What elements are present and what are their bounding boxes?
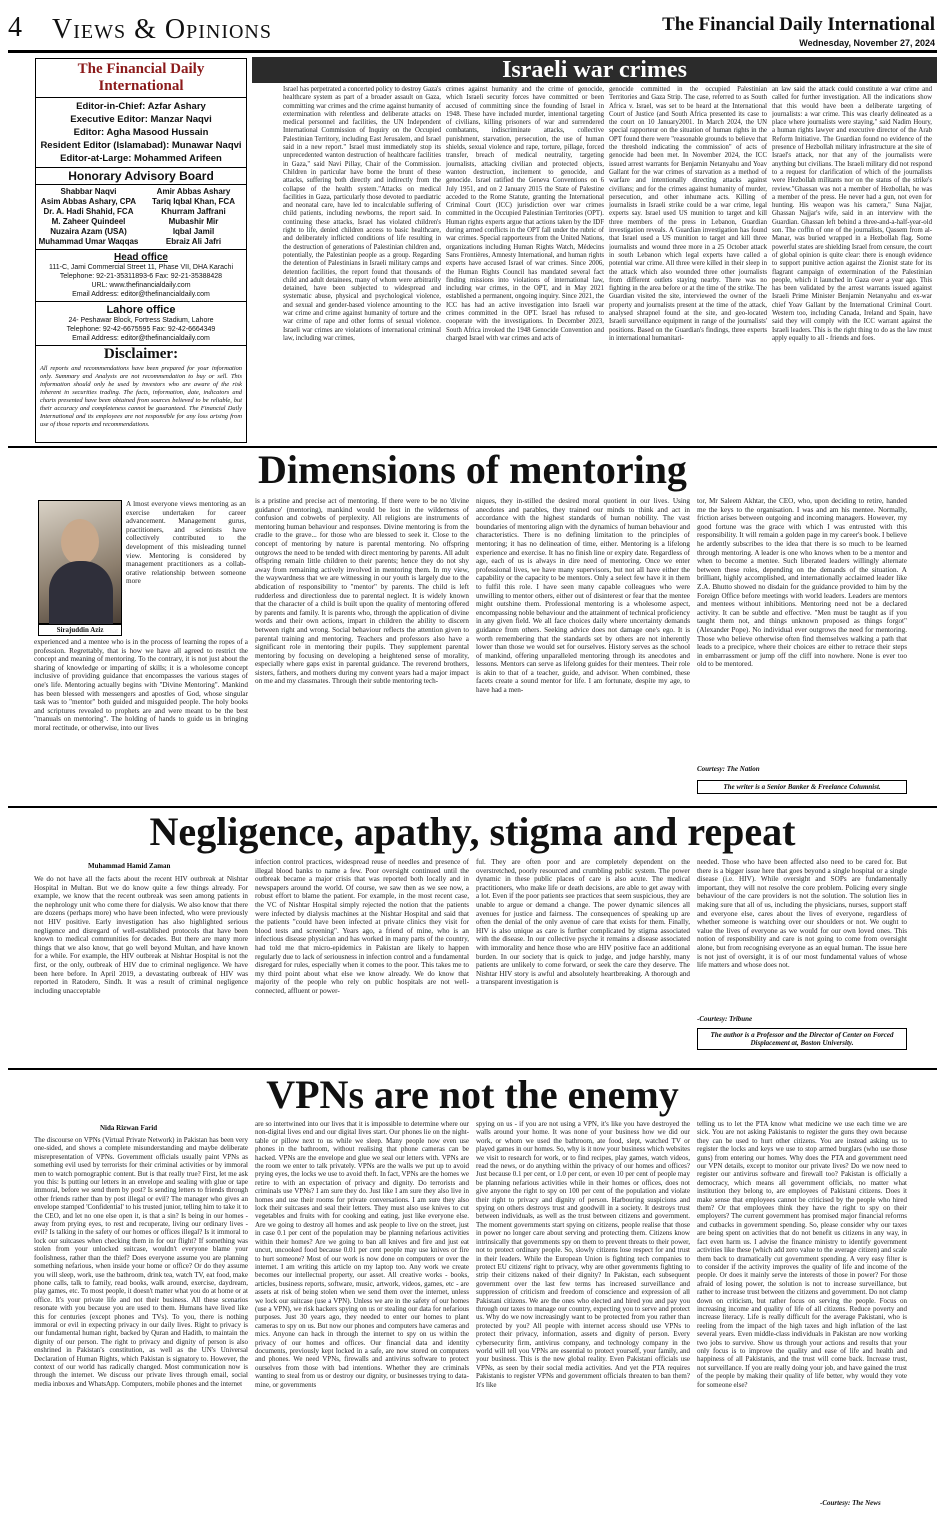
- board-member: Ebraiz Ali Jafri: [165, 237, 222, 246]
- info-box: [35, 58, 247, 443]
- infobox-title: The Financial Daily International: [77, 61, 205, 94]
- head-office-line: Telephone: 92-21-35311893-6 Fax: 92-21-35388428: [59, 273, 223, 280]
- lahore-office-line: Telephone: 92-42-6675595 Fax: 92-42-6664349: [66, 326, 216, 333]
- negligence-column-3: ful. They are often poor and are completely dependent on the overstretched, poorly resourced and crumbling public system. The power dynamic in these public places of care is also acute. The medical practitioners, who make life or death decisions, are able to get away with a lot. Even if the poor patients see practices that seem suspicious, they are unable to argue or demand a change. The power dynamic silences all avenues for justice and fairness. The consequences of speaking up are often the denial of the only avenue of care that exists for them. Finally, HIV is also unique as care is further complicated by stigma associated with the disease. In our collective psyche it remains a disease associated with immorality and hence those who are HIV positive face an additional burden. In our society that is quick to judge, and judge harshly, many patients are unlikely to come forward, or seek the care they deserve. The Nishtar HIV story is awful and absolutely heartbreaking. A thorough and a transparent investigation is: [476, 858, 690, 987]
- negligence-column-2: infection control practices, widespread reuse of needles and presence of illegal blood banks to name a few. Poor oversight continued until the outbreak became a major crisis that was reported both locally and in newspapers around the world. Of course, we saw then as we see now, a robust effort to blame the patient. For example, in the most recent case, the VC of Nishtar Hospital simply rejected the notion that the patients were infected by dialysis machines at the Nishtar Hospital and said that the patients "could have been infected at private clinics they visit for blood tests and screening". Years ago, a friend of mine, who is an infectious disease physician and has worked in many parts of the country, had told me that micro-epidemics in Pakistan are likely to happen regularly due to lack of seriousness in infection control and a fundamental disregard for rules, especially when it comes to the poor. This takes me to my third point about what else we know already. We do know that majority of the people who rely on public hospitals are not well-connected, affluent or power-: [255, 858, 469, 995]
- vpns-column-1: The discourse on VPNs (Virtual Private Network) in Pakistan has been very one-sided, and shows a complete misunderstanding and maybe deliberate misrepresentation of VPNs. Government officials usually paint VPNs as something evil used by terrorists for their criminal activities or by immoral men to watch pornographic content. But is that really true? First, let me ask you this: Is putting our letters in an envelope and sealing with glue or tape immoral, before we send them by post? Is sending letters to friends through other friends rather than by post illegal or evil? The manager who gives an envelope stamped 'Confidential' to his trusted junior, telling him to take it to the CEO, and let no one else open it, is that a sin? Is being in our homes - away from prying eyes, to rest and recuperate, living our ordinary lives - evil? Is talking in the safety of our homes or offices illegal? Is it immoral to lock our suitcases when checking them in for our flight? If something was stolen from your unlocked suitcase, wouldn't everyone blame your foolishness, rather than the thief? Does everyone assume you are planning something nefarious, when inside your home or office? Or do they assume you will sleep, work, use the bathroom, drink tea, watch TV, eat food, make phone calls, talk to family, read books, walk around, exercise, daydream, play games, etc. To most people, it doesn't matter what you do at home or at office. It's your private life and not their business. All these scenarios resonate with you because you are used to them. Humans have lived like this for centuries (except phones and TVs). To you, there is nothing immoral or evil in expecting privacy in our daily lives. Right to privacy is our fundamental human right, backed by Quran and Hadith, to maintain the dignity of our person. The right to privacy and dignity of person is also enshrined in Pakistan's constitution, as well as the UN's Universal Declaration of Human Rights, which Pakistan is signatory to. However, the context of our world has radically changed. Most communication now is through the internet. We discuss our private lives through email, social media inboxes and WhatsApp. Computers, mobile phones and the internet: [34, 1136, 248, 1388]
- editor-line: Executive Editor: Manzar Naqvi: [70, 114, 212, 125]
- head-office-title: Head office: [114, 252, 168, 263]
- editor-line: Resident Editor (Islamabad): Munawar Naqvi: [40, 140, 242, 151]
- mentoring-bio: The writer is a Senior Banker & Freelance Columnist.: [697, 780, 907, 794]
- issue-date: Wednesday, November 27, 2024: [799, 38, 935, 48]
- lahore-office-title: Lahore office: [106, 304, 176, 316]
- mentoring-column-2: is a pristine and precise act of mentoring. If there were to be no 'divine guidance' (mentoring), mankind would be lost in the wilderness of confusion and cobwebs of perplexity. All religions are instruments of mentoring human behaviour and responses. Divine mentoring is from the cradle to the grave... for those who are blessed to seek it. Close to the concept of mentoring by nature is parental mentoring. No offspring outgrows the need to be tended with direct mentoring by parents. All adult offspring remain little children to their parents; hence they do not shy away from remaining actively involved in mentoring them. In my view, the waywardness that we are witnessing in our youth is largely due to the abdication of responsibility to "mentor" by parents. The child is left rudderless and directionless due to parental neglect. It is widely known that the character of a child is built upon the quality of mentoring offered by parents and family. It is parents who, through the application of divine words and their own actions, impart in children the ability to discern between right and wrong. Social behaviour reflects the attention given to parental training and mentoring. Teachers and professors also have a significant role in mentoring their pupils. They supplement parental mentoring by focusing on developing a heightened sense of morality, especially where gaps exist in parental guidance. The reverend brothers, sisters, fathers, and mothers during my convent years had a major impact on me and my classmates. Through their subtle mentoring tech-: [255, 497, 469, 686]
- vpns-column-4: telling us to let the PTA know what medicine we use each time we are sick. You are not asking Pakistanis to register the guns they own because they can be used to hurt other citizens. You are instead asking us to register the locks and keys we use to stop armed burglars (who use those guns) from entering our homes. Why does the PTA and government need our VPN details, except to monitor our private lives? Do we now need to register our antivirus software and firewall too? Pakistan is officially a democracy, which means all government officials, no matter what institution they belong to, are employees of Pakistani citizens. Does it make sense that employees cannot be criticised by the people who hired them? Or that employees think they have the right to spy on their employers? The current government has promised major financial reforms and cutbacks in government spending. So, please consider why our taxes are being spent on activities that do not benefit us citizens in any way, in fact even harm us. I advise the finance ministry to identify government activities like these (which add zero value to the average citizen) and scale them back to dramatically cut government spending. A very easy filter is to consider if the activity improves the quality of life and income of the people. Or does it mainly serve the interests of those in power? For those afraid of losing power, the solution is not to increase surveillance, but rather to increase trust between the citizens and government. Do not clamp down on criticism, but rather focus on serving the people. Focus on increasing income and quality of life of all citizens. Reduce poverty and increase literacy. Life is really difficult for the average Pakistani, who is reeling from the impact of the high taxes and high inflation of the last several years. Even middle-class individuals in Pakistan are now working two jobs to survive. Show us through your actions and results that your only focus is to improve the quality and ease of life and health and happiness of all Pakistanis, and the trust will come back. Increase trust, not surveillance. If you are really doing your job, and have gained the trust of the people by making their quality of life better, why would they vote for someone else?: [697, 1120, 907, 1389]
- mentoring-column-3: niques, they in-stilled the desired moral quotient in our lives. Using anecdotes and parables, they trained our minds to think and act in accordance with the highest standards of human nobility. The vast boundaries of mentoring align with the dynamics of human behaviour and characteristics. There is no defining limitation to the principles of mentoring; it has no delineation of time, either. Mentoring is a lifelong experience and exercise. It has no finish line or expiry date. Regardless of age, each of us is always in dire need of mentoring. Once we enter professional lives, we have many supervisors, but not all have either the capability or the capacity to be mentors. Only a select few have it in them to fulfil this role. I have seen many capable colleagues who were unwilling to mentor others, either out of disinterest or fear that the mentee might outshine them. Professional mentoring is a wholesome aspect, encompassing noble behaviour and the attainment of technical proficiency in any given field. We all face choices daily where uncertainty demands guidance from others. Seeking advice does not damage one's ego. It is worth remembering that the standards set by others are not inherently lower than those we would set for ourselves. History serves as the school of mankind, offering unparalleled mentoring through its anecdotes and lessons. Mentors can serve as lifelong guides for their mentees. Their role is akin to that of a teacher, guide, and advisor. When combined, these facets create a sound mentor for life. I am fortunate, despite my age, to have had a men-: [476, 497, 690, 695]
- lahore-office-line: 24- Peshawar Block, Fortress Stadium, Lahore: [68, 317, 214, 324]
- board-member: M. Zaheer Quindeel: [51, 217, 126, 226]
- editorial-column-4: an law said the attack could constitute a war crime and called for further investigation. All the indications show that this would have been a deliberate targeting of journalists: a war crime. This was clearly delineated as a place where journalists were staying," said Nadim Houry, a human rights lawyer and executive director of the Arab Reform Initiative. The Guardian found no evidence of the presence of Hezbollah military infrastructure at the site of Israel's attack, nor that any of the journalists were anything but civilians. The Israeli military did not respond to a request for clarification of which of the journalists were Hezbollah militants nor on the status of the strike's review."Ghassan was not a member of Hezbollah, he was a member of the press. He never had a gun, not even for hunting. His weapon was his camera," Suna Najjar, Ghassan Najjar's wife, said in an interview with the Guardian. Ghassan left behind a three-and-a-half-year-old son. The coffin of one of the journalists, Qassem from al-Manar, was buried wrapped in a Hezbollah flag. Some powerful states are shielding Israel from censure, the court of global opinion is quite clear: there is enough evidence to support punitive action against the Zionist state for its flagrant campaign of extermination of the Palestinian people, which it launched in Gaza over a year ago. This has been validated by the arrest warrants issued against Israeli Prime Minister Benjamin Netanyahu and ex-war chief Yoav Gallant by the International Criminal Court. Western too, including Canada, Ireland and Spain, have said they will comply with the ICC warrant against the Israeli leaders. This is the right thing to do as the law must apply equally to all - friends and foes.: [772, 86, 932, 342]
- board-member: Amir Abbas Ashary: [156, 187, 231, 196]
- mentoring-column-1: experienced and a mentee who is in the process of learning the ropes of a profession. Regrettably, that is how we have all agreed to restrict the concept and meaning of mentoring. To the contrary, it is not just about the sharing of knowledge or imparting of skills; it is a wholesome concept inclusive of providing guidance that encompasses the various stages of one's life. Mentoring actually begins with "Divine Mentoring". Mankind has been blessed with messengers and apostles of God, whose singular task was to "mentor" both guided and misguided people. The holy books and scriptures revealed to prophets are and were meant to be the best "manuals on mentoring". The holding of hands to guide us in bringing moral rectitude, or otherwise, into our lives: [34, 638, 248, 732]
- header-rule: [8, 50, 937, 53]
- board-member: Mubashir Mir: [168, 217, 219, 226]
- negligence-bio: The author is a Professor and the Director of Center on Forced Displacement at, Boston University.: [697, 1028, 907, 1050]
- editorial-column-3: genocide committed in the occupied Palestinian Territories and Gaza Strip. The case, referred to as South Africa v. Israel, was set to be heard at the International Court of Justice (and South Africa presented its case to the court on 10 January2001. In March 2024, the UN special rapporteur on the situation of human rights in the OPT found there were "reasonable grounds to believe that the threshold indicating the commission" of acts of genocide had been met. In November 2024, the ICC issued arrest warrants for Benjamin Netanyahu and Yoav Gallant for the war crimes of starvation as a method of warfare and intentionally directing attacks against civilians; and for the crimes against humanity of murder, persecution, and other inhumane acts. Killing of journalists in Israeli strike could be a war crime, legal experts say. Israel used US munition to target and kill three members of the press in Lebanon, Guardian investigation reveals. A Guardian investigation has found that Israel used a US munition to target and kill three journalists and wound three more in a 25 October attack in south Lebanon which legal experts have called a potential war crime. All three were killed in their sleep in the attack which also wounded three other journalists from different outlets staying nearby. There was no fighting in the area before or at the time of the strike. The Guardian visited the site, interviewed the owner of the property and journalists present at the time of the attack, analysed shrapnel found at the site, and geo-located Israeli surveillance equipment in range of the journalists' positions. Based on the Guardian's findings, three experts in international humanitari-: [609, 86, 767, 342]
- photo-caption: Sirajuddin Aziz: [38, 624, 122, 636]
- mentoring-column-4: tor, Mr Saleem Akhtar, the CEO, who, upon deciding to retire, handed me the keys to the organisation. I was and am his mentee. Normally, friction arises between outgoing and incoming managers. However, my good fortune was the grace with which I was entrusted with this responsibility. It will remain a golden page in my career's book. I believe he ardently subscribes to the idea that there is so much to be learned through mentoring. A leader is one who knows when to be a mentor and when to become a mentee. Such liberated leaders willingly alternate between these roles, depending on the demands of the situation. A brilliant, highly accomplished, and internationally acclaimed leader like Z.A. Bhutto showed no disdain for the guidance provided to him by the Foreign Office before meetings with world leaders. Leaders are mentors and mentees without inhibitions. Mentoring need not be a declared activity. It can be subtle and effective. "Men must be taught as if you taught them not, and things unknown proposed as things forgot" (Alexander Pope). No individual ever outgrows the need for mentoring. Those who believe otherwise often find themselves walking a path that leads to a precipice, where their choices are either to retrace their steps in embarrassment or jump off the cliff into nowhere. None is ever too old to be mentored.: [697, 497, 907, 669]
- editorial-column-1: Israel has perpetrated a concerted policy to destroy Gaza's healthcare system as part of a broader assault on Gaza, committing war crimes and the crime against humanity of extermination with relentless and deliberate attacks on medical personnel and facilities, the UN Independent International Commission of Inquiry on the Occupied Palestinian Territory, including East Jerusalem, and Israel said in a new report." Israel must immediately stop its unprecedented wanton destruction of healthcare facilities in Gaza," said Navi Pillay, Chair of the Commission. Children in particular have borne the brunt of these attacks, suffering both directly and indirectly from the collapse of the health system."Attacks on medical facilities in Gaza, particularly those devoted to paediatric and neonatal care, have led to incalculable suffering of child patients, including newborns, the report said. In continuing these attacks, Israel has violated children's right to life, denied children access to basic healthcare, and deliberately inflicted conditions of life resulting in the destruction of generations of Palestinian children and, potentially, the Palestinian people as a group. Regarding the detention of Palestinians in Israeli military camps and detention facilities, the report found that thousands of child and adult detainees, many of whom were arbitrarily detained, have been subjected to widespread and systematic abuse, physical and psychological violence, and sexual and gender-based violence amounting to the war crime and crime against humanity of torture and the war crime of rape and other forms of sexual violence. Israeli war crimes are violations of international criminal law, including war crimes,: [283, 86, 441, 342]
- negligence-byline: Muhammad Hamid Zaman: [88, 862, 171, 870]
- mentoring-intro: A lmost everyone views mentoring as an exercise undertaken for career advancement. Management gurus, practitioners, and scientists have collectively contributed to the development of this misleading tunnel view. Mentoring is considered by management practitioners as a collab-orative relationship between someone more: [126, 500, 246, 586]
- board-member: Tariq Iqbal Khan, FCA: [152, 197, 235, 206]
- board-member: Khurram Jaffrani: [161, 207, 226, 216]
- vpns-column-3: spying on us - if you are not using a VPN, it's like you have destroyed the walls around your home. It was none of your business how we did our work, or whom we used the bathroom, ate food, slept, watched TV or played games in our homes. So, why is it now your business which websites we visit to research for work, or to find recipes, play games, watch videos, read the news, or do anything within the privacy of our homes and offices? Just because 0.1 per cent, or 1.0 per cent, or even 10 per cent of people may be planning nefarious activities while in their homes or offices, does not give anyone the right to spy on 100 per cent of the population and violate their right to privacy and dignity of person. Harbouring suspicions and spying on others destroys trust and goodwill in a society. It destroys trust between individuals, as well as the trust between citizens and government. The moment governments start spying on citizens, people realise that those in power no longer care about serving and protecting them. Citizens know intrinsically that governments spy on them to prevent threats to their power, not to protect ordinary people. So, slowly citizens lose respect for and trust in their leaders. While the European Union is fighting tech companies to protect EU citizens' right to privacy, why are other governments fighting to strip their citizens naked of their dignity? In Pakistan, each subsequent government over the last few terms has increased surveillance and suppression of criticism and freedom of conscience and expression of all Pakistani citizens. We are the ones who elected and hired you and pay you through our taxes to manage our country, expecting you to serve and protect us. Why do we now increasingly want to be protected from you rather than protected by you? All people with internet access should use VPNs to protect their privacy, information, assets and dignity of person. Every cybersecurity firm, antivirus company, and technology company in the world will tell you VPNs are essential to protect yourself, your family, and your business. This is the new global reality. Even Pakistani officials use VPNs, as seen by their social media activities. And yet the PTA requires Pakistanis to register VPNs and government officials threaten to ban them? It's like: [476, 1120, 690, 1389]
- vpns-column-2: are so intertwined into our lives that it is impossible to determine where our non-digital lives end and our digital lives start. Our phones lie on the night-table or pillow next to us while we sleep. Many people now even use phones in the bathroom, without realising that phone cameras can be hacked. VPNs are the envelope and glue we seal our letters with. VPNs are the room we enter to talk privately. VPNs are the walls we put up to avoid prying eyes, the locks we use to avoid theft. In fact, VPNs are the homes we retire to with an expectation of privacy and dignity. Do terrorists and criminals use VPNs? I am sure they do. Just like I am sure they also live in homes and use their rooms for private conversations. I am sure they also lock their suitcases and seal their letters. They must also use knives to cut vegetables and fruits with for cooking and eating, just like everyone else. Are we going to destroy all homes and ask people to live on the street, just in case 0.1 per cent of the population may be planning nefarious activities within their homes? Are we going to ban all knives and fire and just eat uncut, uncooked food because 0.01 per cent people may use knives or fire to hurt someone? Most of our work is now done on computers or over the internet. I am writing this article on my laptop too. Any work we create becomes our intellectual property, our asset. All creative works - books, articles, business reports, software, music, artwork, videos, games, etc - are assets at risk of being stolen when we send them over the internet, unless we lock our suitcase (use a VPN). Unless we are in the safety of our homes (use a VPN), we risk hackers spying on us or stealing our data for nefarious purposes. Just 30 years ago, they needed to enter our homes to plant cameras to spy on us. But now our phones and computers have cameras and mics. Anyone can hack in through the internet to spy on us within the privacy of our homes and offices. Our financial data and identity documents, previously kept locked in a safe, are now stored on computers and phones. We need VPNs, firewalls and antivirus software to protect ourselves from those with bad intentions. Whether they are criminals wanting to steal from us or destroy our dignity, or businesses trying to data-mine, or governments: [255, 1120, 469, 1389]
- lahore-office-line: Email Address: editor@thefinancialdaily.com: [72, 335, 210, 342]
- editor-line: Editor-in-Chief: Azfar Ashary: [76, 101, 206, 112]
- negligence-column-1: We do not have all the facts about the recent HIV outbreak at Nishtar Hospital in Multan. But we do know quite a few things already. For example, we know that the recent outbreak was seen among patients in the nephrology unit who come there for dialysis. We also know that there are dozens (perhaps more) who have been infected, who were previously not HIV positive. Early investigation has also highlighted serious negligence and disregard of well-established protocols that have been known to medical communities for decades. But there are many more things that we also know, that go well beyond Multan, and have known for a while. For example, the HIV outbreak at Nishtar Hospital is not the first, or the only, outbreak of HIV due to criminal negligence. We have been here before. In April 2019, a devastating outbreak of HIV was reported in Ratodero, Sindh. It was a result of criminal negligence including unacceptable: [34, 875, 248, 995]
- masthead: The Financial Daily International: [662, 14, 935, 35]
- mentoring-headline: Dimensions of mentoring: [258, 447, 687, 492]
- disclaimer-text: All reports and recommendations have been prepared for your information only. Summary and Analysis are not recommendation to buy or sell. This information should only be used by investors who are aware of the risk inherent in securities trading. The facts, information, date, indicators and charts presented have been obtained from sources believed to be reliable, but their accuracy and completeness cannot be guaranteed. The Financial Daily International and its employees are not responsible for any loss arising from use of those reports and recommendations.: [40, 365, 242, 428]
- page-number: 4: [8, 12, 22, 43]
- negligence-headline: Negligence, apathy, stigma and repeat: [149, 809, 796, 854]
- editor-line: Editor: Agha Masood Hussain: [73, 127, 209, 138]
- vpns-byline: Nida Rizwan Farid: [100, 1124, 158, 1132]
- vpns-credit: -Courtesy: The News: [820, 1499, 881, 1507]
- board-title: Honorary Advisory Board: [36, 167, 246, 185]
- mentoring-credit: Courtesy: The Nation: [697, 765, 760, 773]
- section-title: Views & Opinions: [52, 14, 272, 45]
- board-member: Asim Abbas Ashary, CPA: [40, 197, 137, 206]
- editorial-column-2: crimes against humanity and the crime of genocide, which Israeli security forces have committed or been accused of committing since the founding of Israel in 1948. These have included murder, intentional targeting of civilians, killing prisoners of war and surrendered combatants, indiscriminate attacks, collective punishment, starvation, persecution, the use of human shields, sexual violence and rape, torture, pillage, forced transfer, breach of medical neutrality, targeting journalists, attacking civilian and protected objects, wanton destruction, incitement to genocide, and genocide. Israel ratified the Geneva Conventions on 6 July 1951, and on 2 January 2015 the State of Palestine acceded to the Rome Statute, granting the International Criminal Court (ICC) jurisdiction over war crimes committed in the Occupied Palestinian Territories (OPT). Human rights experts argue that actions taken by the IDF during armed conflicts in the OPT fall under the rubric of war crimes. Special rapporteurs from the United Nations, organizations including Human Rights Watch, Médecins Sans Frontières, Amnesty International, and human rights experts have accused Israel of war crimes. Since 2006, the Human Rights Council has mandated several fact finding missions into violations of international law, including war crimes, in the OPT, and in May 2021 established a permanent, ongoing inquiry. Since 2021, the ICC has had an active investigation into Israeli war crimes committed in the OPT. Israel has refused to cooperate with the investigations. In December 2023, South Africa invoked the 1948 Genocide Convention and charged Israel with war crimes and acts of: [446, 86, 604, 342]
- vpns-headline: VPNs are not the enemy: [266, 1072, 679, 1117]
- author-photo: [38, 500, 122, 624]
- head-office-line: 111-C, Jami Commercial Street 11, Phase VII, DHA Karachi: [48, 264, 233, 271]
- editor-line: Editor-at-Large: Mohammed Arifeen: [60, 153, 222, 164]
- board-member: Nuzaira Azam (USA): [50, 227, 127, 236]
- disclaimer-title: Disclaimer:: [103, 346, 179, 362]
- negligence-column-4: needed. Those who have been affected also need to be cared for. But there is a bigger issue here that goes beyond a single hospital or a single disease (i.e. HIV). While oversight and SOPs are fundamentally important, they will not resolve the core problem. Policing every single behaviour of the care providers is not the solution. The solution lies in making sure that all of us, including the physicians, nurses, support staff and everyone else, cares about the lives of everyone, regardless of whether someone is watching over our shoulders or not. We ought to value the lives of everyone as we would for our own loved ones. This notion of responsibility and care is not going to come from oversight alone, but from recognising everyone as an equal human. The issue here is not just of oversight, it is of our most fundamental values of whose life matters and whose does not.: [697, 858, 907, 970]
- board-member: Dr. A. Hadi Shahid, FCA: [43, 207, 134, 216]
- editorial-title: Israeli war crimes: [252, 57, 937, 83]
- board-member: Muhammad Umar Waqqas: [38, 237, 139, 246]
- head-office-line: URL: www.thefinancialdaily.com: [91, 282, 191, 289]
- head-office-line: Email Address: editor@thefinancialdaily.com: [72, 291, 210, 298]
- board-member: Shabbar Naqvi: [60, 187, 117, 196]
- negligence-credit: -Courtesy: Tribune: [697, 1015, 753, 1023]
- board-member: Iqbal Jamil: [172, 227, 215, 236]
